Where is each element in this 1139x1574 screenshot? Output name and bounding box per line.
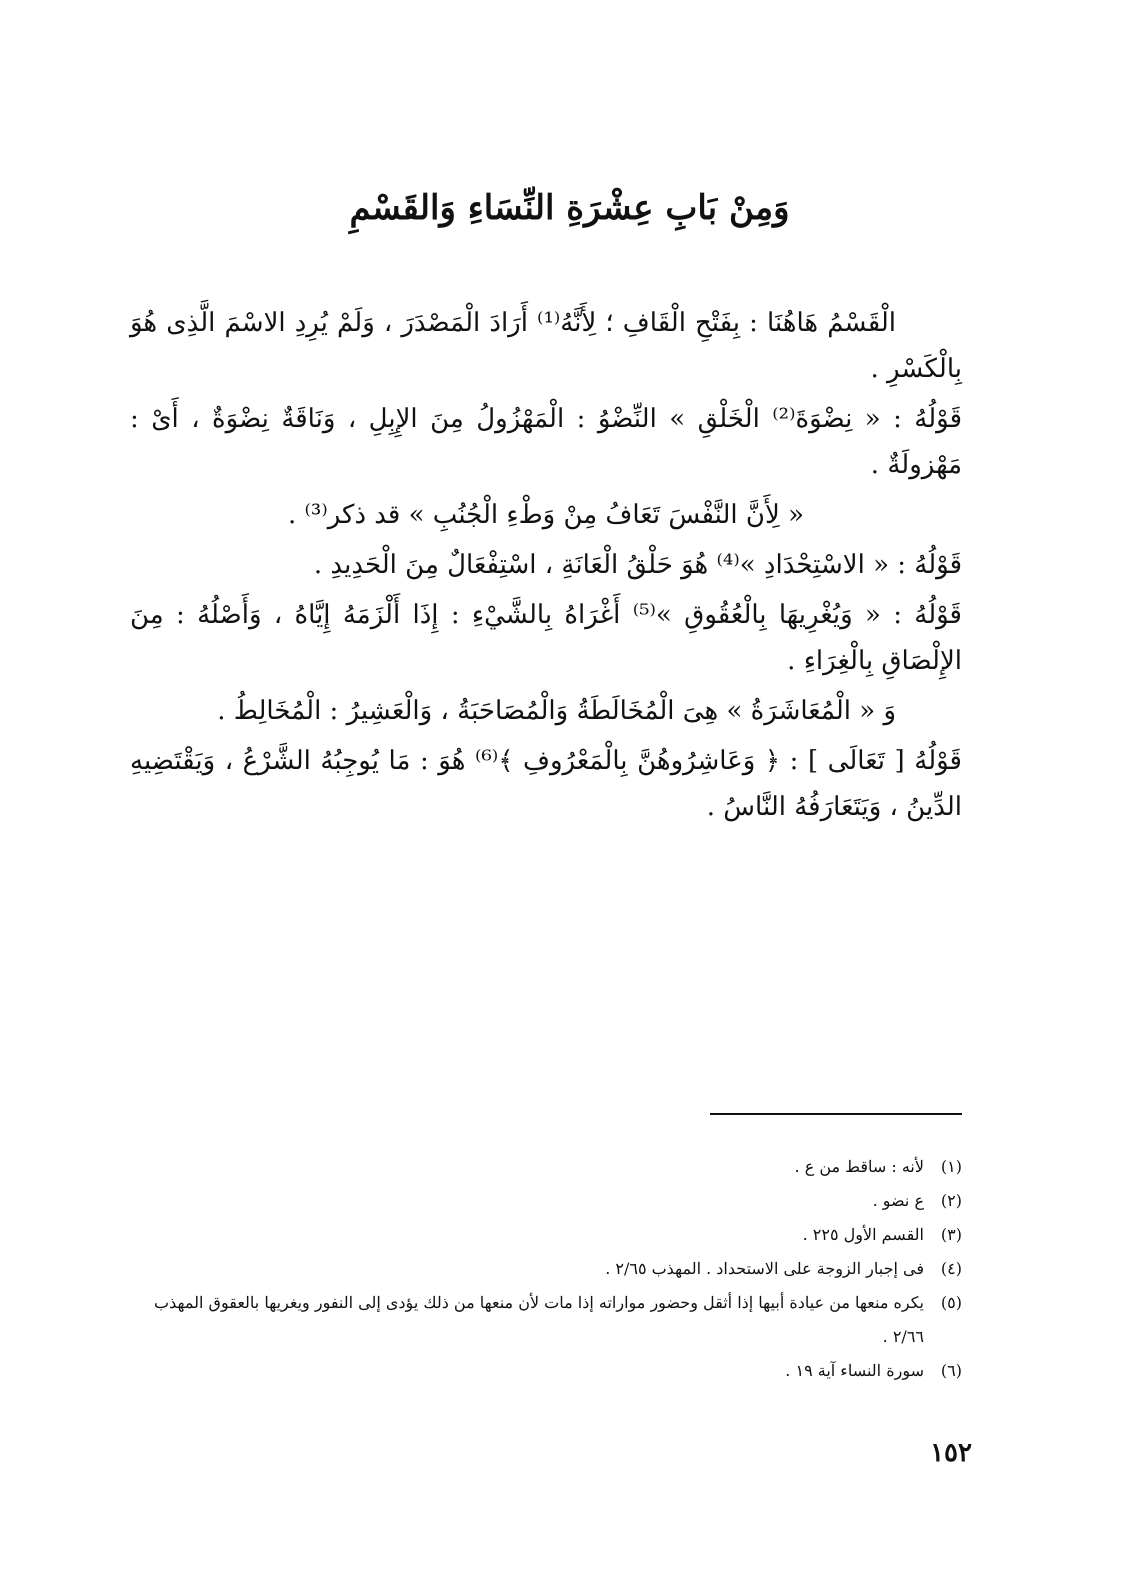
paragraph-2: قَوْلُهُ : « نِضْوَةَ⁽²⁾ الْخَلْقِ » النِّضْوُ : الْمَهْزُولُ مِنَ الإِبِلِ ، وَنَاقَةٌ نِضْوَةٌ ، أَىْ : مَهْزولَةٌ . [130, 404, 963, 480]
paragraph-7: قَوْلُهُ [ تَعَالَى ] : ﴿ وَعَاشِرُوهُنَّ بِالْمَعْرُوفِ ﴾⁽⁶⁾ هُوَ : مَا يُوجِبُهُ الشَّرْعُ ، وَيَقْتَضِيهِ الدِّينُ ، وَيَتَعَارَفُهُ النَّاسُ . [130, 746, 962, 822]
footnote-2 [130, 1184, 962, 1218]
footnote-text: ع نضو . [872, 1191, 924, 1210]
footnote-text: القسم الأول ٢٢٥ . [802, 1225, 924, 1244]
footnote-1 [130, 1150, 962, 1184]
footnotes [130, 1150, 962, 1388]
main-text [130, 300, 962, 834]
footnote-text: سورة النساء آية ١٩ . [785, 1361, 924, 1380]
footnote-number: (٤) [940, 1259, 962, 1278]
paragraph-3: « لِأَنَّ النَّفْسَ تَعَافُ مِنْ وَطْءِ الْجُنُبِ » قد ذكر⁽³⁾ . [287, 500, 805, 530]
footnote-text: يكره منعها من عيادة أبيها إذا أثقل وحضور مواراته إذا مات لأن منعها من ذلك يؤدى إلى النفور ويغريها بالعقوق المهذب ٢/٦٦ . [154, 1293, 924, 1346]
footnote-number: (١) [940, 1157, 962, 1176]
paragraph-6: وَ « الْمُعَاشَرَةُ » هِىَ الْمُخَالَطَةُ وَالْمُصَاحَبَةُ ، وَالْعَشِيرُ : الْمُخَالِطُ . [217, 696, 896, 726]
footnote-number: (٢) [940, 1191, 962, 1210]
footnote-text: فى إجبار الزوجة على الاستحداد . المهذب ٢/٦٥ . [605, 1259, 924, 1278]
footnote-4 [130, 1252, 962, 1286]
page-number: ١٥٢ [930, 1438, 972, 1468]
footnote-5 [130, 1286, 962, 1354]
footnote-number: (٣) [940, 1225, 962, 1244]
chapter-title: وَمِنْ بَابِ عِشْرَةِ النِّسَاءِ وَالقَسْمِ [349, 188, 790, 228]
footnote-text: لأنه : ساقط من ع . [794, 1157, 924, 1176]
footnote-6 [130, 1354, 962, 1388]
paragraph-5: قَوْلُهُ : « وَيُغْرِيهَا بِالْعُقُوقِ »⁽⁵⁾ أَغْرَاهُ بِالشَّيْءِ : إِذَا أَلْزَمَهُ إِيَّاهُ ، وَأَصْلُهُ : مِنَ الإِلْصَاقِ بِالْغِرَاءِ . [130, 600, 962, 676]
footnote-3 [130, 1218, 962, 1252]
footnote-number: (٦) [940, 1361, 962, 1380]
paragraph-1: الْقَسْمُ هَاهُنَا : بِفَتْحِ الْقَافِ ؛ لِأَنَّهُ⁽¹⁾ أَرَادَ الْمَصْدَرَ ، وَلَمْ يُرِدِ الاسْمَ الَّذِى هُوَ بِالْكَسْرِ . [130, 308, 962, 384]
footnote-number: (٥) [940, 1293, 962, 1312]
paragraph-4: قَوْلُهُ : « الاسْتِحْدَادِ »⁽⁴⁾ هُوَ حَلْقُ الْعَانَةِ ، اسْتِفْعَالٌ مِنَ الْحَدِيدِ . [313, 550, 962, 580]
footnote-separator [710, 1113, 962, 1115]
